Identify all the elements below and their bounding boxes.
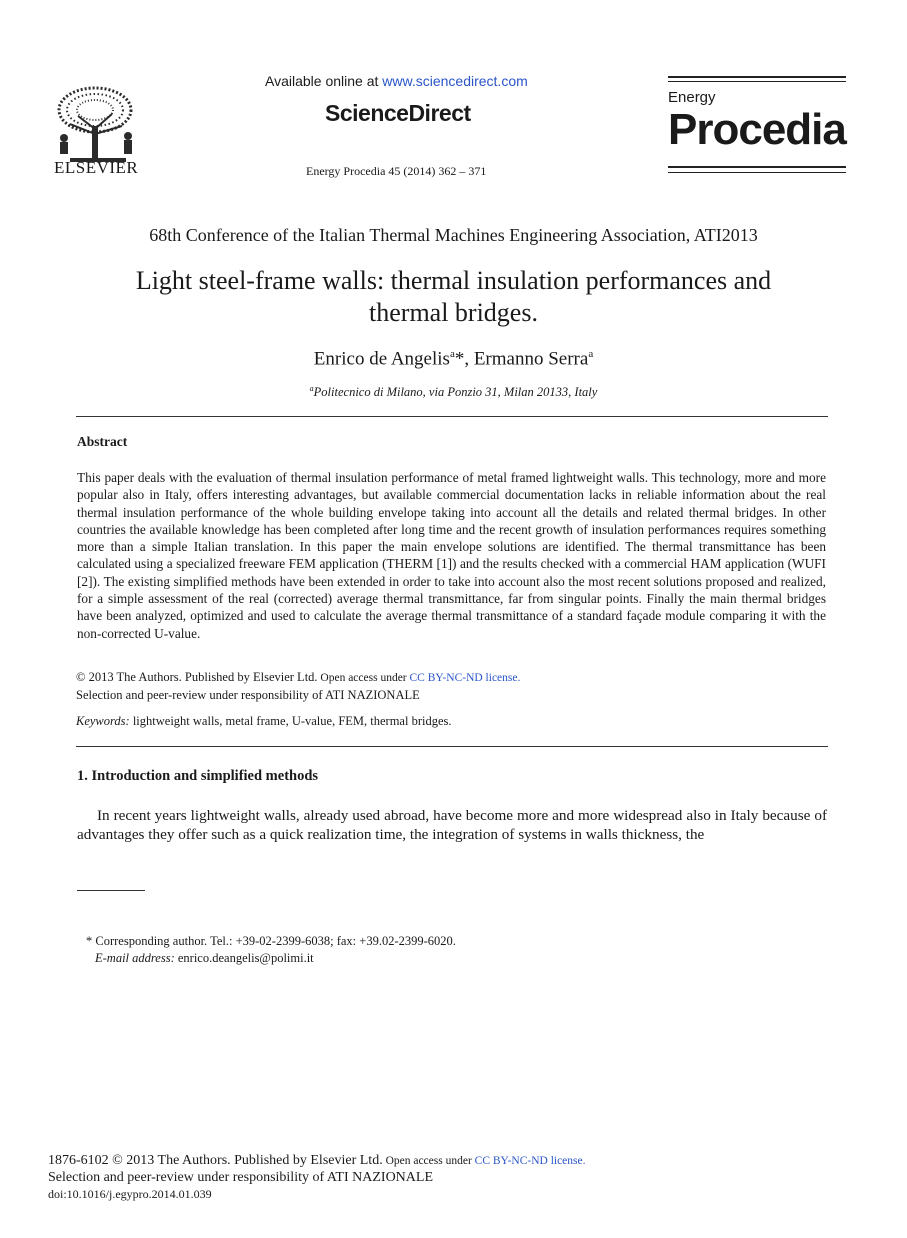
available-online-text: Available online at xyxy=(265,73,383,89)
section-body xyxy=(77,806,827,844)
author-name: Enrico de Angelis xyxy=(313,348,450,370)
journal-logo-bottom-rule-thin xyxy=(668,172,846,173)
keywords-label: Keywords: xyxy=(76,714,130,728)
affiliation-mark: a xyxy=(309,384,314,393)
journal-logo-top-rule xyxy=(668,76,846,78)
footer-doi[interactable]: doi:10.1016/j.egypro.2014.01.039 xyxy=(48,1187,212,1201)
keywords xyxy=(76,714,452,729)
journal-reference: Energy Procedia 45 (2014) 362 – 371 xyxy=(306,164,487,178)
journal-logo-procedia: Procedia xyxy=(668,105,846,154)
abstract-top-divider xyxy=(76,416,828,417)
abstract-heading: Abstract xyxy=(77,434,128,449)
footer-open-access-text: Open access under xyxy=(382,1155,475,1167)
journal-logo-top-rule-thin xyxy=(668,81,846,82)
abstract-text: This paper deals with the evaluation of thermal insulation performance of metal framed lightweight walls. This technology, more and more popular also in Italy, offers interesting advantages, but available commercial documentation lacks in reliable information about the real thermal insulation performance of the whole building envelope taking into account all the details and related thermal bridges. In other countries the available knowledge has been completed after long time and the recent growth of insulation performances requires something more than a simple Italian translation. In this paper the main envelope solutions are identified. The thermal transmittance has been calculated using a specialized freeware FEM application (THERM [1]) and the results checked with a commercial HAM application (WUFI [2]). The existing simplified methods have been extended in order to take into account also the most recent solutions proposed and realized, for a simple assessment of the real (corrected) average thermal transmittance, far from singular points. Finally the main thermal bridges have been analyzed, optimized and used to calculate the average thermal transmittance of a standard façade module comparing it with the non-corrected U-value. xyxy=(77,470,826,641)
peer-review-line: Selection and peer-review under responsibility of ATI NAZIONALE xyxy=(76,688,420,702)
paper-title-line-1: Light steel-frame walls: thermal insulation performances and xyxy=(135,266,772,295)
sciencedirect-logo: ScienceDirect xyxy=(325,100,471,126)
section-heading: 1. Introduction and simplified methods xyxy=(77,768,319,784)
footer-peer-review-line: Selection and peer-review under responsibility of ATI NAZIONALE xyxy=(48,1169,433,1185)
sciencedirect-link[interactable]: www.sciencedirect.com xyxy=(382,73,528,89)
author-affiliation-mark: a xyxy=(449,348,455,360)
author-affiliation-mark: a xyxy=(588,348,594,360)
email-label: E-mail address: xyxy=(95,950,175,965)
journal-logo-bottom-rule xyxy=(668,166,846,168)
copyright-notice xyxy=(76,669,520,704)
copyright-text: © 2013 The Authors. Published by Elsevier Ltd. xyxy=(76,670,318,684)
footnote xyxy=(86,933,456,966)
license-link[interactable]: CC BY-NC-ND license. xyxy=(409,672,521,684)
footnote-divider xyxy=(77,890,145,891)
corresponding-author-line: * Corresponding author. Tel.: +39-02-2399-6038; fax: +39.02-2399-6020. xyxy=(86,934,456,948)
email-address: enrico.deangelis@polimi.it xyxy=(174,950,314,965)
footer-copyright-line xyxy=(48,1153,586,1170)
author-name: Ermanno Serra xyxy=(473,348,589,370)
page-footer xyxy=(48,1153,586,1203)
conference-name: 68th Conference of the Italian Thermal Machines Engineering Association, ATI2013 xyxy=(149,225,758,245)
copyright-line xyxy=(76,669,520,687)
abstract-bottom-divider xyxy=(76,746,828,747)
footer-license-link[interactable]: CC BY-NC-ND license. xyxy=(474,1155,586,1167)
paper-title xyxy=(90,265,817,329)
email-line xyxy=(86,950,456,967)
section-paragraph: In recent years lightweight walls, already used abroad, have become more and more widespread also in Italy because of advantages they offer such as a quick realization time, the integration of systems in walls thickness, the xyxy=(77,807,827,843)
author-list xyxy=(0,348,907,370)
affiliation-text: Politecnico di Milano, via Ponzio 31, Milan 20133, Italy xyxy=(313,385,598,400)
available-online-line xyxy=(265,73,528,89)
journal-logo-energy: Energy xyxy=(668,89,716,106)
affiliation xyxy=(0,384,907,400)
footer-copyright-text: 1876-6102 © 2013 The Authors. Published by Elsevier Ltd. xyxy=(48,1153,383,1168)
keywords-text: lightweight walls, metal frame, U-value, FEM, thermal bridges. xyxy=(129,714,452,728)
elsevier-wordmark: ELSEVIER xyxy=(54,158,139,177)
open-access-text: Open access under xyxy=(317,672,410,684)
paper-title-line-2: thermal bridges. xyxy=(369,298,538,327)
corresponding-mark: *, xyxy=(454,348,474,370)
